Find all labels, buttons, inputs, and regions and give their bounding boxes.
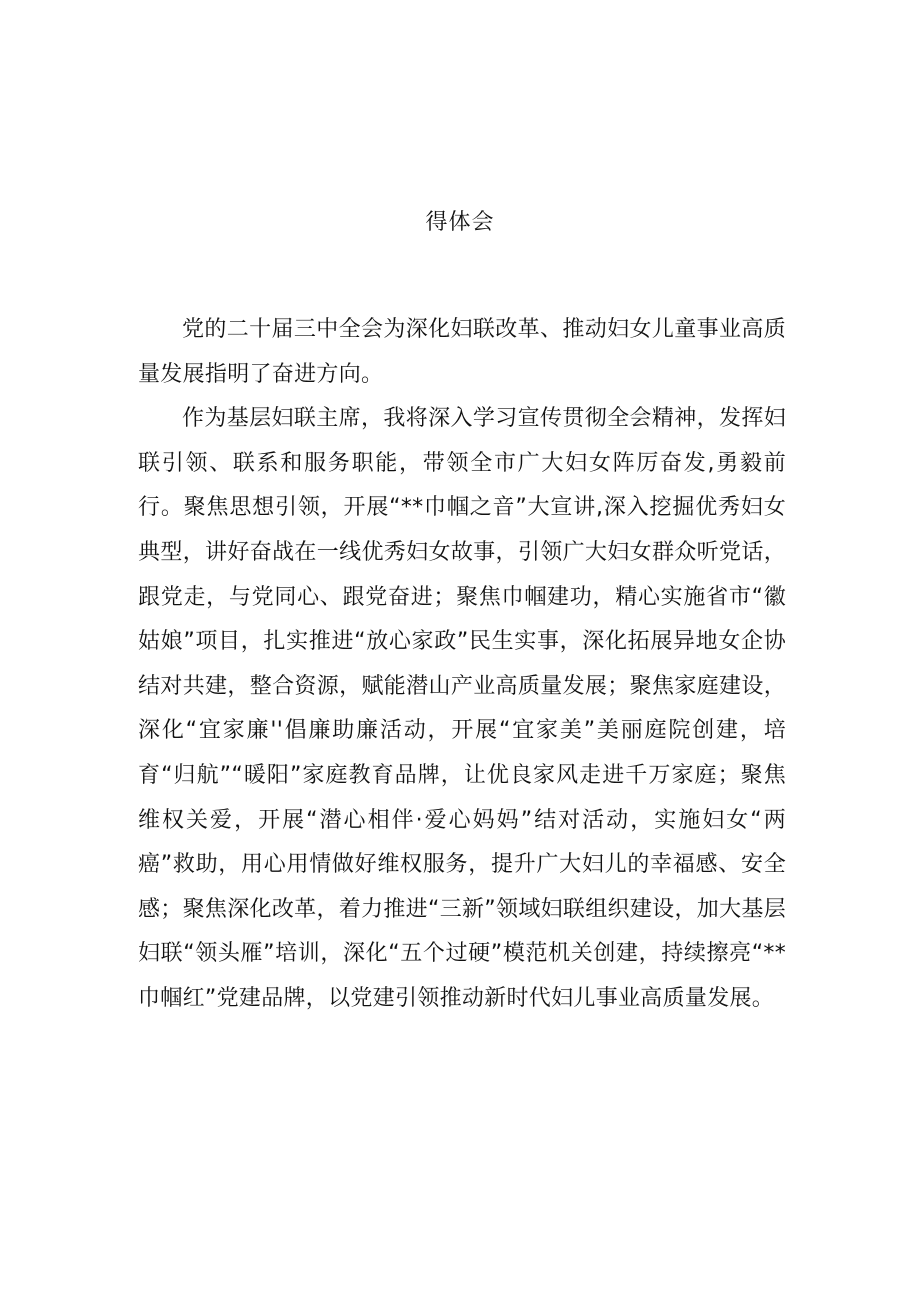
paragraph-main: 作为基层妇联主席，我将深入学习宣传贯彻全会精神，发挥妇联引领、联系和服务职能，带领全市广大妇女阵厉奋发,勇毅前行。聚焦思想引领，开展“**巾帼之音”大宣讲,深入挖掘优秀妇女典型，讲好奋战在一线优秀妇女故事，引领广大妇女群众听党话，跟党走，与党同心、跟党奋进；聚焦巾帼建功，精心实施省市“徽姑娘”项目，扎实推进“放心家政”民生实事，深化拓展异地女企协结对共建，整合资源，赋能潜山产业高质量发展；聚焦家庭建设，深化“宜家廉''倡廉助廉活动，开展“宜家美”美丽庭院创建，培育“归航”“暖阳”家庭教育品牌，让优良家风走进千万家庭；聚焦维权关爱，开展“潜心相伴·爱心妈妈”结对活动，实施妇女“两癌”救助，用心用情做好维权服务，提升广大妇儿的幸福感、安全感；聚焦深化改革，着力推进“三新”领域妇联组织建设，加大基层妇联“领头雁”培训，深化“五个过硬”模范机关创建，持续擦亮“**巾帼红”党建品牌，以党建引领推动新时代妇儿事业高质量发展。 [138, 406, 786, 1011]
document-body [138, 308, 786, 1022]
document-title: 得体会 [425, 210, 495, 235]
paragraph-intro: 党的二十届三中全会为深化妇联改革、推动妇女儿童事业高质量发展指明了奋进方向。 [138, 317, 786, 387]
